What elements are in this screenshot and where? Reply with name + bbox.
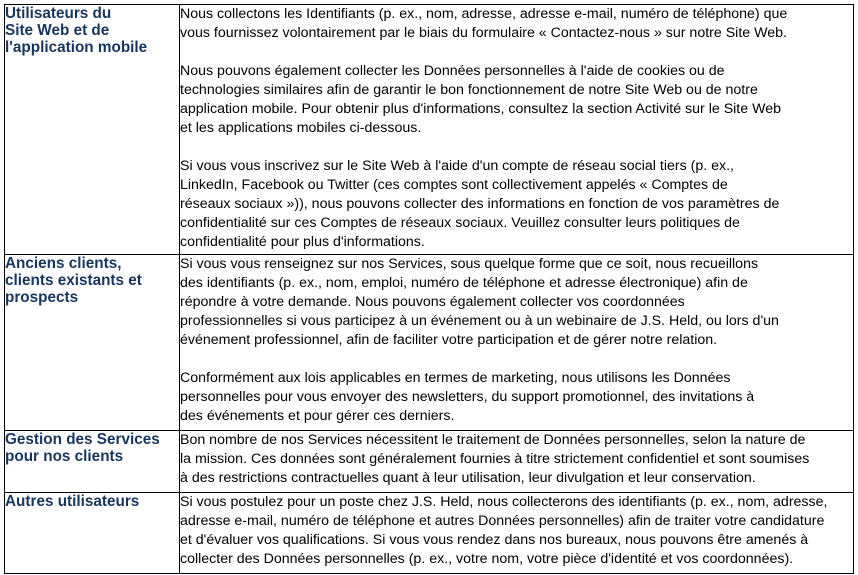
table-row: [5, 5, 854, 255]
paragraph: Nous pouvons également collecter les Données personnelles à l'aide de cookies ou de technologies similaires afin de garantir le bon fonctionnement de notre Site Web ou de notre application mobile. Pour obtenir plus d'informations, consultez la section Activité sur le Site Web et les applications mobiles ci-dessous.: [180, 63, 781, 136]
row-label-cell: [5, 255, 180, 431]
row-label: Autres utilisateurs: [5, 493, 140, 510]
row-content-cell: [180, 493, 854, 574]
data-collection-table: [4, 4, 854, 574]
row-label-cell: [5, 5, 180, 255]
paragraph: Si vous vous renseignez sur nos Services, sous quelque forme que ce soit, nous recueillons des identifiants (p. ex., nom, emploi, numéro de téléphone et adresse électronique) afin de répondre à votre demande. Nous pouvons également collecter vos coordonnées professionnelles si vous participez à un événement ou à un webinaire de J.S. Held, ou lors d'un événement professionnel, afin de faciliter votre participation et de gérer notre relation.: [180, 256, 779, 348]
row-content-cell: [180, 255, 854, 431]
paragraph: Bon nombre de nos Services nécessitent le traitement de Données personnelles, selon la nature de la mission. Ces données sont généralement fournies à titre strictement confidentiel et sont soumises à des restrictions contractuelles quant à leur utilisation, leur divulgation et leur conservation.: [180, 432, 810, 486]
table-row: [5, 431, 854, 493]
row-content-cell: [180, 5, 854, 255]
table-row: [5, 255, 854, 431]
paragraph: Nous collectons les Identifiants (p. ex., nom, adresse, adresse e-mail, numéro de téléphone) que vous fournissez volontairement par le biais du formulaire « Contactez-nous » sur notre Site Web.: [180, 6, 788, 41]
paragraph: Conformément aux lois applicables en termes de marketing, nous utilisons les Données personnelles pour vous envoyer des newsletters, du support promotionnel, des invitations à des événements et pour gérer ces derniers.: [180, 370, 755, 424]
row-label: Anciens clients, clients existants et prospects: [5, 255, 142, 306]
row-label-cell: [5, 493, 180, 574]
paragraph: Si vous vous inscrivez sur le Site Web à l'aide d'un compte de réseau social tiers (p. ex., LinkedIn, Facebook ou Twitter (ces comptes sont collectivement appelés « Comptes de réseaux sociaux »)), nous pouvons collecter des informations en fonction de vos paramètres de confidentialité sur ces Comptes de réseaux sociaux. Veuillez consulter leurs politiques de confidentialité pour plus d'informations.: [180, 158, 780, 250]
table-row: [5, 493, 854, 574]
row-label: Utilisateurs du Site Web et de l'application mobile: [5, 5, 148, 56]
paragraph: Si vous postulez pour un poste chez J.S. Held, nous collecterons des identifiants (p. ex., nom, adresse, adresse e-mail, numéro de téléphone et autres Données personnelles) afin de traiter votre candidature et d'évaluer vos qualifications. Si vous vous rendez dans nos bureaux, nous pouvons être amenés à collecter des Données personnelles (p. ex., votre nom, votre pièce d'identité et vos coordonnées).: [180, 494, 828, 567]
row-label-cell: [5, 431, 180, 493]
row-content-cell: [180, 431, 854, 493]
row-label: Gestion des Services pour nos clients: [5, 431, 160, 465]
